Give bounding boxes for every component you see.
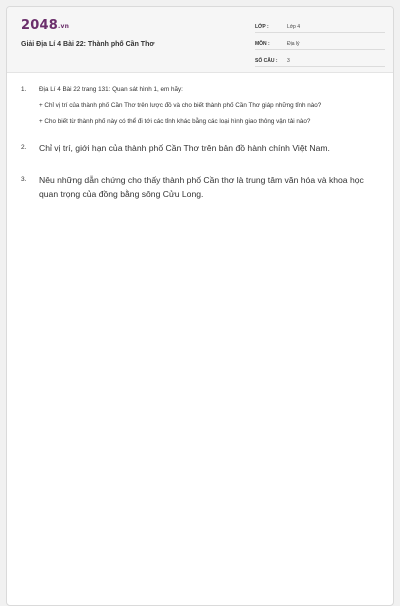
meta-value-subject: Địa lý (287, 41, 300, 47)
question-text: Nêu những dẫn chứng cho thấy thành phố Cần thơ là trung tâm văn hóa và khoa học quan trọng của đồng bằng sông Cửu Long. (39, 174, 364, 199)
question-number: 2. (21, 143, 27, 151)
question-text: Địa Lí 4 Bài 22 trang 131: Quan sát hình 1, em hãy: (39, 86, 183, 93)
meta-value-grade: Lớp 4 (287, 24, 301, 30)
question-item (21, 141, 383, 155)
site-logo[interactable] (21, 18, 69, 33)
meta-panel (255, 19, 385, 70)
meta-row-count (255, 53, 385, 67)
meta-row-subject (255, 36, 385, 50)
question-item (21, 85, 383, 127)
worksheet (6, 6, 394, 606)
question-list (21, 85, 383, 215)
logo-suffix: .vn (57, 23, 70, 30)
question-text: Chỉ vị trí, giới hạn của thành phố Cần Thơ trên bản đồ hành chính Việt Nam. (39, 142, 330, 153)
question-item (21, 173, 383, 201)
worksheet-header (7, 7, 393, 73)
meta-label-count: SỐ CÂU : (255, 58, 278, 64)
meta-label-subject: MÔN : (255, 41, 270, 47)
page-title: Giải Địa Lí 4 Bài 22: Thành phố Cần Thơ (21, 41, 155, 48)
question-number: 3. (21, 175, 27, 183)
sub-question: + Chỉ vị trí của thành phố Cần Thơ trên lược đồ và cho biết thành phố Cần Thơ giáp những tỉnh nào? (39, 102, 322, 110)
logo-number: 2048 (21, 18, 58, 33)
question-body (39, 85, 383, 127)
meta-value-count: 3 (287, 58, 290, 64)
meta-label-grade: LỚP : (255, 24, 269, 30)
meta-row-grade (255, 19, 385, 33)
question-number: 1. (21, 86, 27, 93)
sub-question: + Cho biết từ thành phố này có thể đi tới các tỉnh khác bằng các loại hình giao thông vận tải nào? (39, 118, 311, 126)
